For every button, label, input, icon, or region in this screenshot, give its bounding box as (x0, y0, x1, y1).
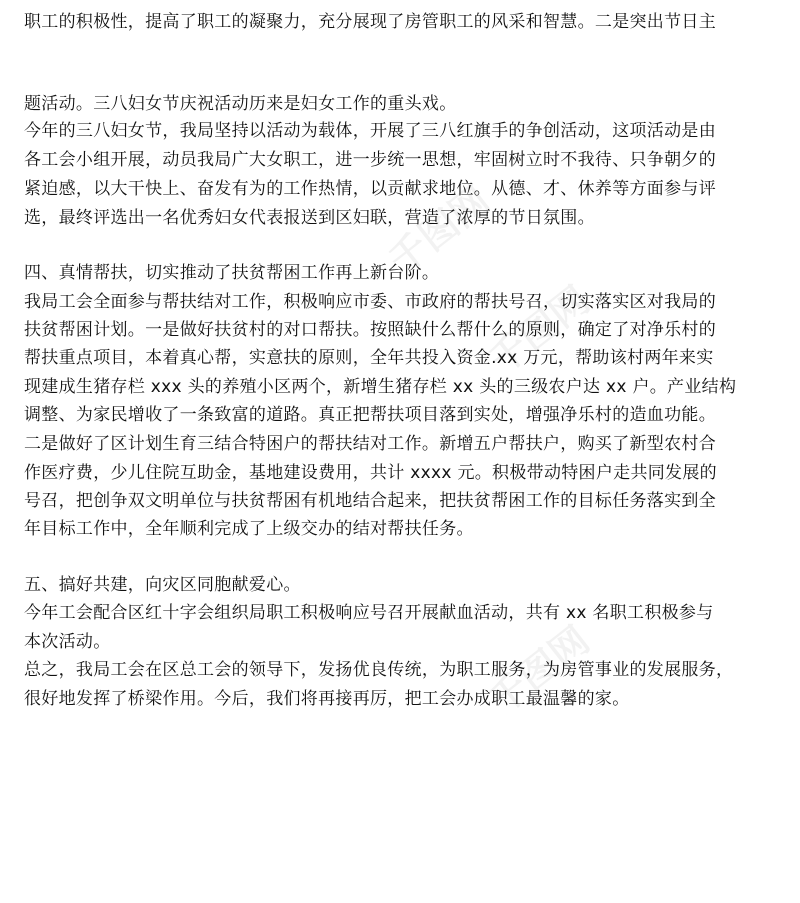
section-heading: 五、搞好共建，向灾区同胞献爱心。 (24, 575, 301, 595)
paragraph-line: 题活动。三八妇女节庆祝活动历来是妇女工作的重头戏。 (24, 94, 457, 114)
watermark: 千图网 (480, 277, 598, 383)
paragraph-line: 各工会小组开展，动员我局广大女职工，进一步统一思想，牢固树立时不我待、只争朝夕的 (24, 150, 716, 170)
paragraph-line: 扶贫帮困计划。一是做好扶贫村的对口帮扶。按照缺什么帮什么的原则，确定了对净乐村的 (24, 320, 716, 340)
paragraph-line: 作医疗费，少儿住院互助金，基地建设费用，共计 xxxx 元。积极带动特困户走共同发展的 (24, 463, 717, 483)
section-heading: 四、真情帮扶，切实推动了扶贫帮困工作再上新台阶。 (24, 263, 440, 283)
paragraph-line: 号召，把创争双文明单位与扶贫帮困有机地结合起来，把扶贫帮困工作的目标任务落实到全 (24, 491, 716, 511)
paragraph-line: 帮扶重点项目，本着真心帮，实意扶的原则，全年共投入资金.xx 万元，帮助该村两年来实 (24, 348, 714, 368)
paragraph-line: 选，最终评选出一名优秀妇女代表报送到区妇联，营造了浓厚的节日氛围。 (24, 208, 595, 228)
paragraph-line: 年目标工作中，全年顺利完成了上级交办的结对帮扶任务。 (24, 519, 474, 539)
paragraph-line: 今年的三八妇女节，我局坚持以活动为载体，开展了三八红旗手的争创活动，这项活动是由 (24, 121, 716, 141)
paragraph-line: 职工的积极性，提高了职工的凝聚力，充分展现了房管职工的风采和智慧。二是突出节日主 (24, 12, 716, 32)
paragraph-line: 今年工会配合区红十字会组织局职工积极响应号召开展献血活动，共有 xx 名职工积极参与 (24, 603, 714, 623)
paragraph-line: 二是做好了区计划生育三结合特困户的帮扶结对工作。新增五户帮扶户，购买了新型农村合 (24, 434, 716, 454)
paragraph-line: 本次活动。 (24, 632, 111, 652)
paragraph-line: 我局工会全面参与帮扶结对工作，积极响应市委、市政府的帮扶号召，切实落实区对我局的 (24, 292, 716, 312)
paragraph-line: 现建成生猪存栏 xxx 头的养殖小区两个，新增生猪存栏 xx 头的三级农户达 xx 户。产业结构 (24, 377, 737, 397)
watermark: 千图网 (380, 177, 498, 283)
paragraph-line: 总之，我局工会在区总工会的领导下，发扬优良传统，为职工服务，为房管事业的发展服务， (24, 660, 734, 680)
clipped-top-line (24, 0, 776, 2)
paragraph-line: 紧迫感，以大干快上、奋发有为的工作热情，以贡献求地位。从德、才、休养等方面参与评 (24, 179, 716, 199)
watermark: 千图网 (480, 617, 598, 723)
paragraph-line: 调整、为家民增收了一条致富的道路。真正把帮扶项目落到实处，增强净乐村的造血功能。 (24, 405, 716, 425)
paragraph-line: 很好地发挥了桥梁作用。今后，我们将再接再厉，把工会办成职工最温馨的家。 (24, 689, 630, 709)
